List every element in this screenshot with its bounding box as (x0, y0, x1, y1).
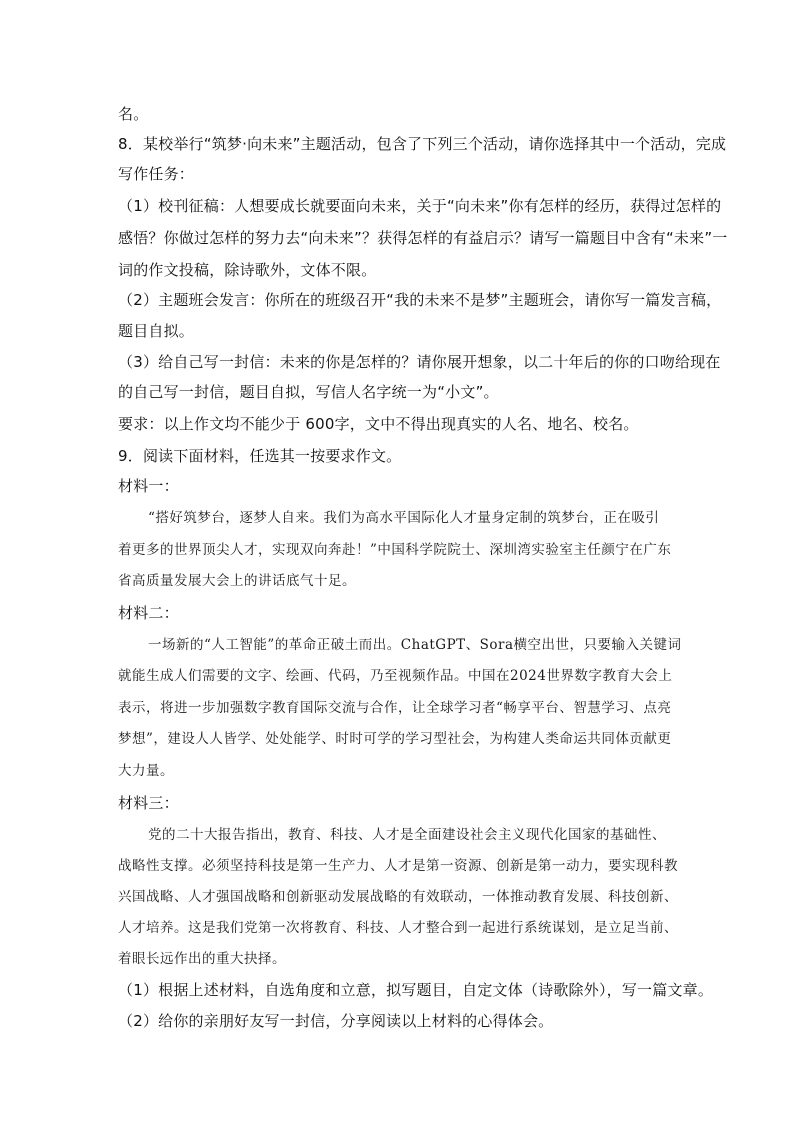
text-line-q8-require: 要求：以上作文均不能少于 600字，文中不得出现真实的人名、地名、校名。 (118, 415, 639, 433)
text-line-mat3-3: 兴国战略、人才强国战略和创新驱动发展战略的有效联动，一体推动教育发展、科技创新、 (118, 889, 678, 905)
text-line-mat1-title: 材料一： (118, 477, 179, 495)
text-line-mat2-2: 就能生成人们需要的文字、绘画、代码，乃至视频作品。中国在2024世界数字教育大会上 (118, 668, 673, 684)
text-line-q8-task3-2: 的自己写一封信，题目自拟，写信人名字统一为“小文”。 (118, 383, 499, 401)
text-line-mat1-2: 着更多的世界顶尖人才，实现双向奔赴！”中国科学院院士、深圳湾实验室主任颜宁在广东 (118, 542, 672, 558)
text-line-mat2-5: 大力量。 (118, 763, 174, 779)
text-line-mat3-2: 战略性支撑。必须坚持科技是第一生产力、人才是第一资源、创新是第一动力，要实现科教 (118, 858, 678, 874)
text-line-mat2-4: 梦想”，建设人人皆学、处处能学、时时可学的学习型社会，为构建人类命运共同体贡献更 (118, 731, 672, 747)
text-line-q8-task3-1: （3）给自己写一封信：未来的你是怎样的？请你展开想象，以二十年后的你的口吻给现在 (118, 353, 721, 371)
text-line-q9-opt1: （1）根据上述材料，自选角度和立意，拟写题目，自定文体（诗歌除外），写一篇文章。 (118, 981, 714, 999)
text-line-q9-opt2: （2）给你的亲朋好友写一封信，分享阅读以上材料的心得体会。 (118, 1012, 554, 1030)
text-line-mat3-5: 着眼长远作出的重大抉择。 (118, 951, 286, 967)
text-line-mat3-4: 人才培养。这是我们党第一次将教育、科技、人才整合到一起进行系统谋划，是立足当前、 (118, 920, 678, 936)
text-line-q7-end: 名。 (118, 105, 149, 123)
text-line-mat1-1: “搭好筑梦台，逐梦人自来。我们为高水平国际化人才量身定制的筑梦台，正在吸引 (148, 510, 660, 526)
text-line-q9-stem: 9．阅读下面材料，任选其一按要求作文。 (118, 447, 402, 465)
text-line-q8-task1-3: 词的作文投稿，除诗歌外，文体不限。 (118, 261, 377, 279)
text-line-mat2-1: 一场新的“人工智能”的革命正破土而出。ChatGPT、Sora横空出世，只要输入关键词 (148, 637, 682, 653)
text-line-mat2-title: 材料二： (118, 604, 179, 622)
text-line-mat3-title: 材料三： (118, 794, 179, 812)
text-line-mat3-1: 党的二十大报告指出，教育、科技、人才是全面建设社会主义现代化国家的基础性、 (148, 827, 666, 843)
text-line-mat1-3: 省高质量发展大会上的讲话底气十足。 (118, 573, 356, 589)
text-line-q8-stem-2: 写作任务： (118, 165, 195, 183)
text-line-q8-task2-1: （2）主题班会发言：你所在的班级召开“我的未来不是梦”主题班会，请你写一篇发言稿， (118, 291, 722, 309)
text-line-q8-task1-2: 感悟？你做过怎样的努力去“向未来”？获得怎样的有益启示？请写一篇题目中含有“未来”一 (118, 229, 728, 247)
text-line-q8-task1-1: （1）校刊征稿：人想要成长就要面向未来，关于“向未来”你有怎样的经历，获得过怎样的 (118, 197, 722, 215)
text-line-q8-task2-2: 题目自拟。 (118, 322, 195, 340)
text-line-q8-stem-1: 8．某校举行“筑梦·向未来”主题活动，包含了下列三个活动，请你选择其中一个活动，完成 (118, 135, 727, 153)
text-line-mat2-3: 表示，将进一步加强数字教育国际交流与合作，让全球学习者“畅享平台、智慧学习、点亮 (118, 700, 672, 716)
